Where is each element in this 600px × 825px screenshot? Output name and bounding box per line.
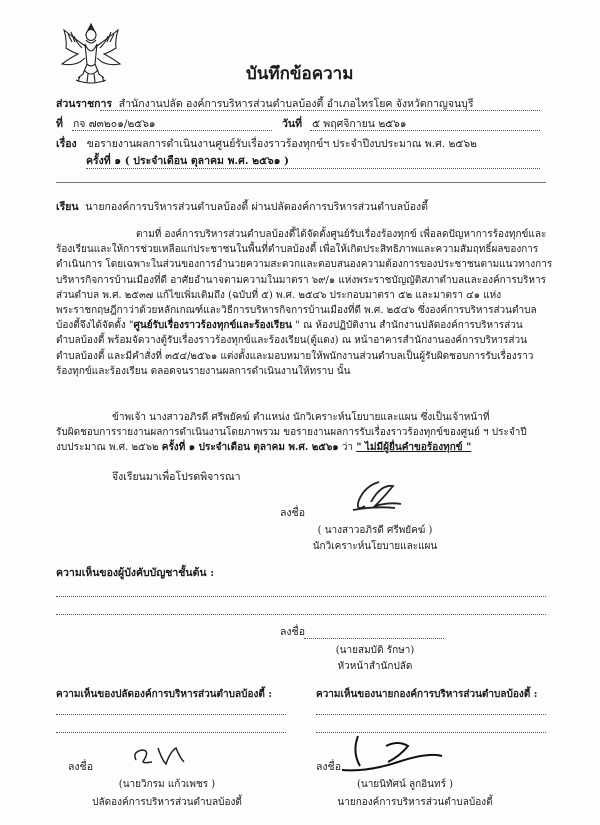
subject-round: ครั้งที่ ๑ ( ประจำเดือน ตุลาคม พ.ศ. ๒๕๖๑ ): [86, 155, 289, 167]
paragraph-line: ตำบลบ้องตี้ และมีคำสั่งที่ ๓๕๔/๒๕๖๑ แต่งตั้งและมอบหมายให้พนักงานส่วนตำบลเป็นผู้รับผิดชอบการรับเรื่องราว: [56, 350, 534, 362]
paragraph-line: ดำเนินการ โดยเฉพาะในส่วนของการอำนวยความสะดวกและตอบสนองความต้องการของประชาชนตามแนวทางการ: [56, 259, 553, 271]
paragraph-line: ตำบลบ้องตี้ พร้อมจัดวางตู้รับเรื่องราวร้องทุกข์และร้องเรียน(ตู้แดง) ณ หน้าอาคารสำนักงานองค์การบริหารส่วน: [56, 335, 527, 347]
date-label: วันที่: [282, 118, 302, 130]
date-value: ๕ พฤศจิกายน ๒๕๖๑: [312, 118, 407, 130]
handwritten-signature-3: [128, 742, 198, 772]
signer-name-2: (นายสมบัติ รักษา): [335, 645, 415, 656]
sign-label-1: ลงชื่อ: [280, 507, 305, 519]
salutation: [56, 200, 428, 214]
opinion-supervisor-label: ความเห็นของผู้บังคับบัญชาชั้นต้น :: [56, 567, 215, 579]
signer-title-2: หัวหน้าสำนักปลัด: [337, 661, 413, 672]
header-divider: [56, 182, 546, 183]
paragraph-line: บ้องตี้จึงได้จัดตั้ง "ศูนย์รับเรื่องราวร้องทุกข์และร้องเรียน " ณ ห้องปฏิบัติงาน สำนักงานปลัดองค์การบริหารส่วน: [56, 320, 523, 332]
subject-label: เรื่อง: [56, 138, 77, 150]
memo-title: บันทึกข้อความ: [246, 64, 354, 84]
subject-value: ขอรายงานผลการดำเนินงานศูนย์รับเรื่องราวร้องทุกข์ฯ ประจำปีงบประมาณ พ.ศ. ๒๕๖๒: [86, 138, 477, 150]
garuda-emblem-icon: [58, 18, 124, 88]
sign-label-2: ลงชื่อ: [280, 626, 305, 638]
paragraph-line: พระราชกฤษฎีกาว่าด้วยหลักเกณฑ์และวิธีการบริหารกิจการบ้านเมืองที่ดี พ.ศ. ๒๕๔๖ ซึ่งองค์การบริหารส่วนตำบล: [56, 305, 537, 317]
signer-name-1: ( นางสาวอภิรดี ศรีพยัคฆ์ ): [317, 525, 433, 536]
signer-title-4: นายกองค์การบริหารส่วนตำบลบ้องตี้: [337, 797, 493, 808]
opinion-chief-label: ความเห็นของนายกองค์การบริหารส่วนตำบลบ้องตี้ :: [316, 689, 538, 700]
paragraph-line: งบประมาณ พ.ศ. ๒๕๖๒ ครั้งที่ ๑ ประจำเดือน ตุลาคม พ.ศ. ๒๕๖๑ ว่า " ไม่มีผู้ยื่นคำขอร้องทุกข์ ": [56, 442, 472, 454]
body-paragraph-1: [56, 227, 553, 379]
ref-number-line: [56, 117, 156, 131]
ref-value: กจ ๗๓๒๐๑/๒๕๖๑: [72, 118, 156, 130]
signer-name-3: (นายวิกรม แก้วเพชร ): [118, 779, 216, 790]
opinion-deputy-label: ความเห็นของปลัดองค์การบริหารส่วนตำบลบ้องตี้ :: [56, 689, 273, 700]
subject-line: [56, 137, 477, 151]
ref-label: ที่: [56, 118, 63, 130]
sign-label-3: ลงชื่อ: [68, 761, 93, 773]
paragraph-line: รับผิดชอบการรายงานผลการดำเนินงานโดยภาพรวม ขอรายงานผลการรับเรื่องราวร้องทุกข์ของศูนย์ ฯ ประจำปี: [56, 427, 527, 439]
sign-label-4: ลงชื่อ: [316, 761, 341, 773]
paragraph-line: บริหารกิจการบ้านเมืองที่ดี อาศัยอำนาจตามความในมาตรา ๖๙/๑ แห่งพระราชบัญญัติสภาตำบลและองค์การบริหาร: [56, 274, 547, 286]
agency-line: [56, 97, 473, 111]
agency-value: สำนักงานปลัด องค์การบริหารส่วนตำบลบ้องตี้ อำเภอไทรโยค จังหวัดกาญจนบุรี: [118, 98, 474, 110]
handwritten-signature-1: [335, 476, 425, 516]
closing-line: จึงเรียนมาเพื่อโปรดพิจารณา: [112, 471, 241, 483]
handwritten-signature-4: [338, 732, 448, 780]
body-paragraph-2: [56, 410, 546, 456]
paragraph-line: ตามที่ องค์การบริหารส่วนตำบลบ้องตี้ได้จัดตั้งศูนย์รับเรื่องร้องทุกข์ เพื่อลดปัญหาการร้องทุกข์และ: [136, 229, 547, 240]
salutation-label: เรียน: [56, 201, 79, 213]
paragraph-line: ข้าพเจ้า นางสาวอภิรดี ศรีพยัคฆ์ ตำแหน่ง นักวิเคราะห์นโยบายและแผน ซึ่งเป็นเจ้าหน้าที่: [112, 412, 490, 423]
signer-title-1: นักวิเคราะห์นโยบายและแผน: [312, 541, 438, 552]
signer-name-4: (นายนิทัศน์ ลูกอินทร์ ): [356, 779, 454, 790]
paragraph-line: ร้องทุกข์และร้องเรียน ตลอดจนรายงานผลการดำเนินงานให้ทราบ นั้น: [56, 365, 351, 377]
agency-label: ส่วนราชการ: [56, 98, 113, 110]
signer-title-3: ปลัดองค์การบริหารส่วนตำบลบ้องตี้: [92, 797, 242, 808]
date-line: [282, 117, 407, 131]
paragraph-line: ส่วนตำบล พ.ศ. ๒๕๓๗ แก้ไขเพิ่มเติมถึง (ฉบับที่ ๕) พ.ศ. ๒๕๔๖ ประกอบมาตรา ๕๒ และมาตรา ๔๑ แห่ง: [56, 289, 502, 301]
paragraph-line: ร้องเรียนและให้การช่วยเหลือแก่ประชาชนในพื้นที่ตำบลบ้องตี้ เพื่อให้เกิดประสิทธิภาพและความสัมฤทธิ์ผลของการ: [56, 244, 539, 256]
salutation-value: นายกองค์การบริหารส่วนตำบลบ้องตี้ ผ่านปลัดองค์การบริหารส่วนตำบลบ้องตี้: [85, 201, 428, 213]
